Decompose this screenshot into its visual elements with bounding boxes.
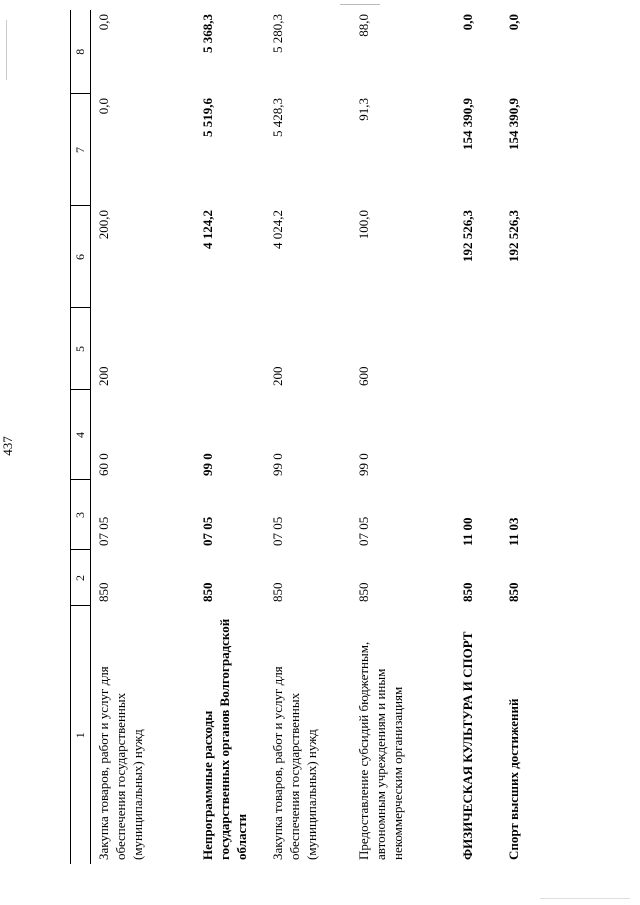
- row-value-6: 200,0: [96, 210, 111, 240]
- row-section: 11 00: [459, 517, 475, 546]
- row-code: 850: [505, 582, 521, 602]
- row-code: 850: [355, 582, 371, 602]
- row-code: 850: [199, 582, 215, 602]
- row-value-7: 0,0: [96, 98, 111, 115]
- row-name: Непрограммные расходы государственных органов Волгоградской области: [199, 618, 249, 860]
- row-target: 99 0: [355, 453, 371, 476]
- row-value-6: 4 124,2: [199, 210, 215, 249]
- row-value-7: 154 390,9: [505, 98, 521, 150]
- row-value-6: 192 526,3: [505, 210, 521, 262]
- row-expense: [195, 308, 265, 390]
- row-name: ФИЗИЧЕСКАЯ КУЛЬТУРА И СПОРТ: [459, 631, 475, 860]
- row-code: 850: [269, 582, 285, 602]
- row-target: [501, 390, 535, 480]
- row-target: 99 0: [269, 453, 285, 476]
- row-value-8: 0,0: [96, 14, 111, 31]
- row-value-7: 154 390,9: [459, 98, 475, 150]
- row-section: 07 05: [355, 516, 371, 546]
- row-value-8: 0,0: [505, 14, 521, 31]
- row-name: Спорт высших достижений: [505, 698, 521, 860]
- table-row: [195, 10, 265, 864]
- column-header: 2: [71, 550, 91, 606]
- row-value-6: 4 024,2: [269, 210, 285, 249]
- row-target: [455, 390, 501, 480]
- column-header: 3: [71, 480, 91, 550]
- table-body: [91, 10, 535, 864]
- row-name: Закупка товаров, работ и услуг для обеспечения государственных (муниципальных) нужд: [96, 666, 145, 860]
- table-row: [351, 10, 455, 864]
- row-section: 11 03: [505, 517, 521, 546]
- row-expense: [501, 308, 535, 390]
- row-name: Закупка товаров, работ и услуг для обеспечения государственных (муниципальных) нужд: [269, 666, 319, 860]
- row-expense: 200: [96, 366, 111, 386]
- table-row: [265, 10, 351, 864]
- column-header: 5: [71, 308, 91, 390]
- column-header: 4: [71, 390, 91, 480]
- row-section: 07 05: [96, 516, 111, 546]
- row-expense: [455, 308, 501, 390]
- table-row: [501, 10, 535, 864]
- row-name: Предоставление субсидий бюджетным, автономным учреждениям и иным некоммерческим организациям: [355, 641, 405, 860]
- row-section: 07 05: [199, 516, 215, 546]
- row-value-8: 0,0: [459, 14, 475, 31]
- row-section: 07 05: [269, 516, 285, 546]
- row-value-8: 88,0: [355, 14, 371, 37]
- row-expense: 600: [355, 366, 371, 386]
- page-number: 437: [0, 436, 15, 456]
- row-value-7: 5 519,6: [199, 98, 215, 137]
- row-value-6: 100,0: [355, 210, 371, 240]
- row-value-6: 192 526,3: [459, 210, 475, 262]
- column-header: 8: [71, 10, 91, 94]
- row-target: 99 0: [199, 453, 215, 476]
- row-value-8: 5 280,3: [269, 14, 285, 53]
- column-header: 1: [71, 606, 91, 864]
- row-value-7: 91,3: [355, 98, 371, 121]
- column-header: 7: [71, 94, 91, 206]
- column-header: 6: [71, 206, 91, 308]
- table-row: [455, 10, 501, 864]
- scan-edge-bottom: [540, 898, 630, 899]
- row-target: 60 0: [96, 453, 111, 476]
- row-expense: 200: [269, 366, 285, 386]
- row-value-8: 5 368,3: [199, 14, 215, 53]
- row-code: 850: [459, 582, 475, 602]
- row-value-7: 5 428,3: [269, 98, 285, 137]
- table-row: [91, 10, 195, 864]
- budget-table: [70, 10, 535, 864]
- table-header-row: [71, 10, 91, 864]
- row-code: 850: [96, 582, 111, 602]
